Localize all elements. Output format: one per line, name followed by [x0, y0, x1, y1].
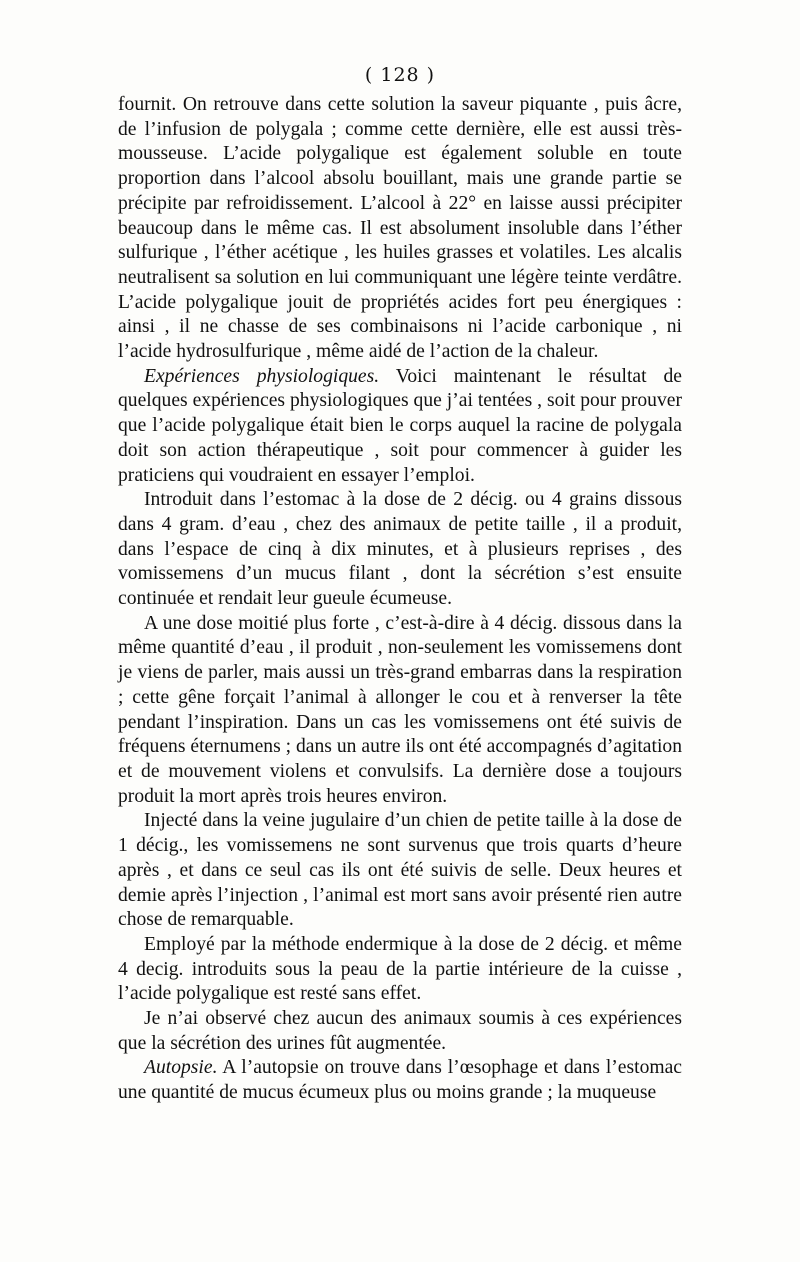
paragraph	[118, 1007, 682, 1056]
paragraph-text: Je n’ai observé chez aucun des animaux soumis à ces expériences que la sécrétion des urines fût augmentée.	[118, 1008, 682, 1054]
paragraph	[118, 612, 682, 810]
page-number: ( 128 )	[364, 64, 436, 86]
paragraph	[118, 809, 682, 933]
paragraph-text: Injecté dans la veine jugulaire d’un chien de petite taille à la dose de 1 décig., les vomissemens ne sont survenus que trois quarts d’heure après , et dans ce seul cas ils ont été suivis de selle. Deux heures et demie après l’injection , l’animal est mort sans avoir présenté rien autre chose de remarquable.	[118, 810, 682, 931]
paragraph-text: Voici maintenant le résultat de quelques expériences physiologiques que j’ai tentées , soit pour prouver que l’acide polygalique était bien le corps auquel la racine de polygala doit son action thérapeutique , soit pour commencer à guider les praticiens qui voudraient en essayer l’emploi.	[118, 365, 682, 486]
body-text	[118, 93, 682, 1106]
paragraph-text: Employé par la méthode endermique à la dose de 2 décig. et même 4 decig. introduits sous la peau de la partie intérieure de la cuisse , l’acide polygalique est resté sans effet.	[118, 933, 682, 1005]
paragraph	[118, 488, 682, 612]
section-heading: Autopsie.	[144, 1057, 218, 1079]
paragraph	[118, 365, 682, 489]
paragraph	[118, 1056, 682, 1105]
paragraph	[118, 93, 682, 365]
section-heading: Expériences physiologiques.	[144, 365, 380, 387]
paragraph	[118, 933, 682, 1007]
paragraph-text: fournit. On retrouve dans cette solution la saveur piquante , puis âcre, de l’infusion de polygala ; comme cette dernière, elle est aussi très-mousseuse. L’acide polygalique est également soluble en toute proportion dans l’alcool absolu bouillant, mais une grande partie se précipite par refroidissement. L’alcool à 22° en laisse aussi précipiter beaucoup dans le même cas. Il est absolument insoluble dans l’éther sulfurique , l’éther acétique , les huiles grasses et volatiles. Les alcalis neutralisent sa solution en lui communiquant une légère teinte verdâtre. L’acide polygalique jouit de propriétés acides fort peu énergiques : ainsi , il ne chasse de ses combinaisons ni l’acide carbonique , ni l’acide hydrosulfurique , même aidé de l’action de la chaleur.	[118, 94, 682, 363]
paragraph-text: A l’autopsie on trouve dans l’œsophage et dans l’estomac une quantité de mucus écumeux plus ou moins grande ; la muqueuse	[118, 1057, 682, 1104]
paragraph-text: A une dose moitié plus forte , c’est-à-dire à 4 décig. dissous dans la même quantité d’eau , il produit , non-seulement les vomissemens dont je viens de parler, mais aussi un très-grand embarras dans la respiration ; cette gêne forçait l’animal à allonger le cou et à renverser la tête pendant l’inspiration. Dans un cas les vomissemens ont été suivis de fréquens éternumens ; dans un autre ils ont été accompagnés d’agitation et de mouvement violens et convulsifs. La dernière dose a toujours produit la mort après trois heures environ.	[118, 612, 682, 807]
paragraph-text: Introduit dans l’estomac à la dose de 2 décig. ou 4 grains dissous dans 4 gram. d’eau , chez des animaux de petite taille , il a produit, dans l’espace de cinq à dix minutes, et à plusieurs reprises , des vomissemens d’un mucus filant , dont la sécrétion s’est ensuite continuée et rendait leur gueule écumeuse.	[118, 489, 682, 610]
